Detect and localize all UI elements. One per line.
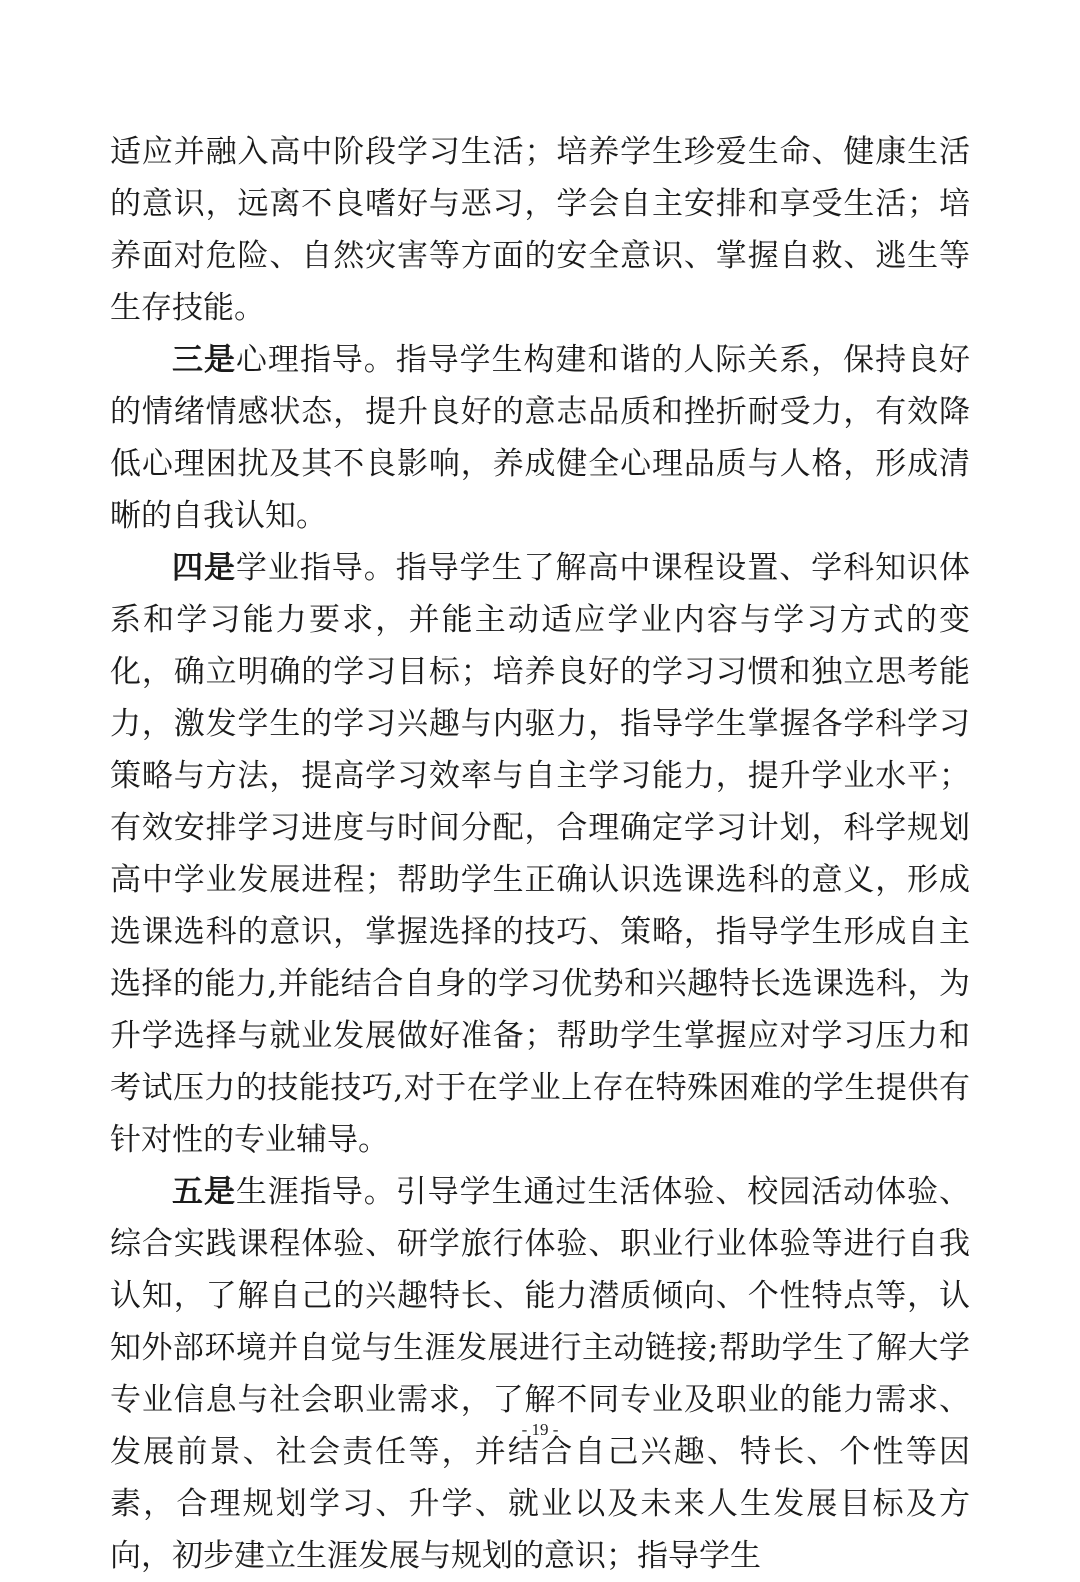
paragraph-lead: 五是	[172, 1174, 236, 1210]
paragraph-lead: 三是	[172, 342, 236, 378]
paragraph-career-guidance	[110, 1166, 970, 1582]
paragraph-academic-guidance	[110, 542, 970, 1166]
paragraph-text: 心理指导。指导学生构建和谐的人际关系，保持良好的情绪情感状态，提升良好的意志品质和挫折耐受力，有效降低心理困扰及其不良影响，养成健全心理品质与人格，形成清晰的自我认知。	[110, 342, 971, 534]
document-body	[110, 126, 970, 1582]
paragraph-text: 适应并融入高中阶段学习生活；培养学生珍爱生命、健康生活的意识，远离不良嗜好与恶习，学会自主安排和享受生活；培养面对危险、自然灾害等方面的安全意识、掌握自救、逃生等生存技能。	[110, 134, 970, 326]
paragraph-text: 学业指导。指导学生了解高中课程设置、学科知识体系和学习能力要求，并能主动适应学业内容与学习方式的变化，确立明确的学习目标；培养良好的学习习惯和独立思考能力，激发学生的学习兴趣与内驱力，指导学生掌握各学科学习策略与方法，提高学习效率与自主学习能力，提升学业水平；有效安排学习进度与时间分配，合理确定学习计划，科学规划高中学业发展进程；帮助学生正确认识选课选科的意义，形成选课选科的意识，掌握选择的技巧、策略，指导学生形成自主选择的能力,并能结合自身的学习优势和兴趣特长选课选科，为升学选择与就业发展做好准备；帮助学生掌握应对学习压力和考试压力的技能技巧,对于在学业上存在特殊困难的学生提供有针对性的专业辅导。	[110, 550, 971, 1158]
paragraph-text: 生涯指导。引导学生通过生活体验、校园活动体验、综合实践课程体验、研学旅行体验、职业行业体验等进行自我认知，了解自己的兴趣特长、能力潜质倾向、个性特点等，认知外部环境并自觉与生涯发展进行主动链接;帮助学生了解大学专业信息与社会职业需求，了解不同专业及职业的能力需求、发展前景、社会责任等，并结合自己兴趣、特长、个性等因素，合理规划学习、升学、就业以及未来人生发展目标及方向，初步建立生涯发展与规划的意识；指导学生	[110, 1174, 971, 1574]
page-number: - 19 -	[521, 1420, 559, 1439]
paragraph-lead: 四是	[172, 550, 236, 586]
paragraph-psychological-guidance	[110, 334, 970, 542]
paragraph-continuation	[110, 126, 970, 334]
